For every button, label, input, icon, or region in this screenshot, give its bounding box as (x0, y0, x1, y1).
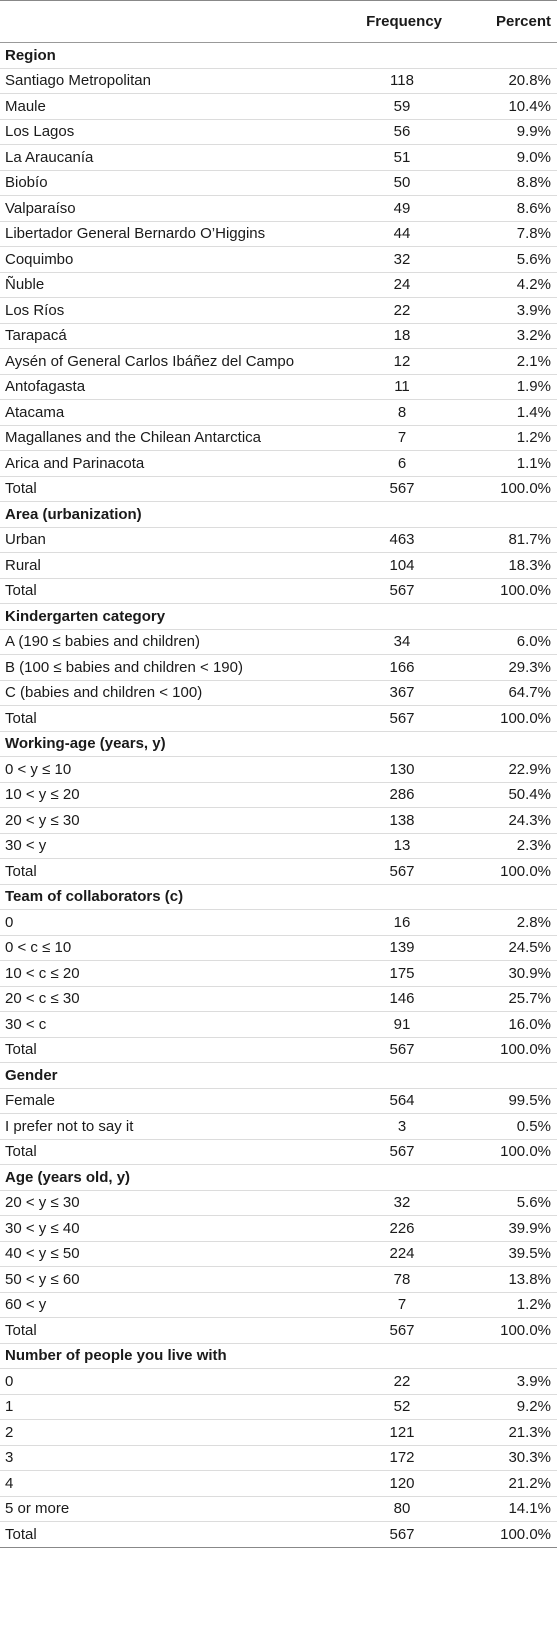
row-label: Biobío (0, 170, 330, 196)
row-frequency: 34 (330, 629, 458, 655)
row-label: Santiago Metropolitan (0, 68, 330, 94)
table-row (0, 1088, 557, 1114)
row-label: 3 (0, 1445, 330, 1471)
row-label: Total (0, 859, 330, 885)
table-row (0, 1420, 557, 1446)
total-row (0, 1318, 557, 1344)
row-frequency: 11 (330, 374, 458, 400)
table-row (0, 196, 557, 222)
row-label: 0 (0, 1369, 330, 1395)
row-percent: 7.8% (458, 221, 557, 247)
row-frequency: 22 (330, 1369, 458, 1395)
table-row (0, 1292, 557, 1318)
row-frequency: 18 (330, 323, 458, 349)
row-percent: 3.9% (458, 298, 557, 324)
row-percent: 50.4% (458, 782, 557, 808)
table-row (0, 680, 557, 706)
row-label: Magallanes and the Chilean Antarctica (0, 425, 330, 451)
section-title: Kindergarten category (0, 604, 557, 630)
row-percent: 8.6% (458, 196, 557, 222)
row-label: 0 (0, 910, 330, 936)
row-frequency: 32 (330, 1190, 458, 1216)
table-row (0, 323, 557, 349)
table-row (0, 68, 557, 94)
row-percent: 3.2% (458, 323, 557, 349)
row-percent: 1.4% (458, 400, 557, 426)
row-label: Total (0, 706, 330, 732)
table-row (0, 425, 557, 451)
row-frequency: 51 (330, 145, 458, 171)
row-label: Total (0, 1139, 330, 1165)
row-percent: 30.9% (458, 961, 557, 987)
row-percent: 100.0% (458, 578, 557, 604)
row-frequency: 138 (330, 808, 458, 834)
table-row (0, 1496, 557, 1522)
section-header-row (0, 884, 557, 910)
row-percent: 25.7% (458, 986, 557, 1012)
row-label: 50 < y ≤ 60 (0, 1267, 330, 1293)
table-row (0, 833, 557, 859)
total-row (0, 706, 557, 732)
row-label: 30 < c (0, 1012, 330, 1038)
table-row (0, 1114, 557, 1140)
row-label: 60 < y (0, 1292, 330, 1318)
row-frequency: 567 (330, 706, 458, 732)
row-percent: 3.9% (458, 1369, 557, 1395)
row-percent: 8.8% (458, 170, 557, 196)
table-row (0, 170, 557, 196)
total-row (0, 476, 557, 502)
table-row (0, 247, 557, 273)
table-row (0, 94, 557, 120)
table-row (0, 1369, 557, 1395)
table-row (0, 1190, 557, 1216)
row-label: 1 (0, 1394, 330, 1420)
row-percent: 5.6% (458, 1190, 557, 1216)
table-row (0, 527, 557, 553)
row-label: Total (0, 1037, 330, 1063)
table-row (0, 961, 557, 987)
row-frequency: 52 (330, 1394, 458, 1420)
row-frequency: 226 (330, 1216, 458, 1242)
row-label: 0 < y ≤ 10 (0, 757, 330, 783)
row-percent: 16.0% (458, 1012, 557, 1038)
row-frequency: 50 (330, 170, 458, 196)
header-percent: Percent (458, 1, 557, 43)
row-frequency: 78 (330, 1267, 458, 1293)
header-row (0, 1, 557, 43)
row-frequency: 49 (330, 196, 458, 222)
row-frequency: 16 (330, 910, 458, 936)
table-row (0, 1267, 557, 1293)
row-percent: 29.3% (458, 655, 557, 681)
row-frequency: 172 (330, 1445, 458, 1471)
table-row (0, 808, 557, 834)
row-frequency: 567 (330, 1037, 458, 1063)
row-frequency: 80 (330, 1496, 458, 1522)
row-frequency: 146 (330, 986, 458, 1012)
header-frequency: Frequency (330, 1, 458, 43)
row-percent: 22.9% (458, 757, 557, 783)
row-frequency: 121 (330, 1420, 458, 1446)
row-percent: 1.1% (458, 451, 557, 477)
section-title: Gender (0, 1063, 557, 1089)
table-row (0, 1394, 557, 1420)
section-header-row (0, 43, 557, 69)
table-row (0, 1012, 557, 1038)
row-percent: 81.7% (458, 527, 557, 553)
row-percent: 9.9% (458, 119, 557, 145)
row-frequency: 13 (330, 833, 458, 859)
row-percent: 5.6% (458, 247, 557, 273)
total-row (0, 1522, 557, 1548)
row-percent: 2.1% (458, 349, 557, 375)
table-header (0, 1, 557, 43)
row-frequency: 567 (330, 1522, 458, 1548)
total-row (0, 1037, 557, 1063)
row-label: 5 or more (0, 1496, 330, 1522)
row-frequency: 567 (330, 578, 458, 604)
row-frequency: 286 (330, 782, 458, 808)
row-percent: 10.4% (458, 94, 557, 120)
row-percent: 21.3% (458, 1420, 557, 1446)
row-percent: 100.0% (458, 476, 557, 502)
row-frequency: 224 (330, 1241, 458, 1267)
row-label: 2 (0, 1420, 330, 1446)
row-frequency: 567 (330, 1139, 458, 1165)
row-label: Ñuble (0, 272, 330, 298)
row-label: Valparaíso (0, 196, 330, 222)
section-header-row (0, 1165, 557, 1191)
table-row (0, 374, 557, 400)
row-label: 20 < c ≤ 30 (0, 986, 330, 1012)
row-frequency: 44 (330, 221, 458, 247)
table-row (0, 298, 557, 324)
row-percent: 1.2% (458, 425, 557, 451)
row-frequency: 32 (330, 247, 458, 273)
row-label: Arica and Parinacota (0, 451, 330, 477)
row-label: Female (0, 1088, 330, 1114)
table-row (0, 119, 557, 145)
table-row (0, 757, 557, 783)
total-row (0, 578, 557, 604)
total-row (0, 859, 557, 885)
row-label: A (190 ≤ babies and children) (0, 629, 330, 655)
row-percent: 1.9% (458, 374, 557, 400)
row-label: Los Lagos (0, 119, 330, 145)
total-row (0, 1139, 557, 1165)
row-frequency: 3 (330, 1114, 458, 1140)
row-percent: 100.0% (458, 859, 557, 885)
table-row (0, 451, 557, 477)
row-label: Total (0, 1522, 330, 1548)
row-percent: 4.2% (458, 272, 557, 298)
row-percent: 2.8% (458, 910, 557, 936)
row-label: 4 (0, 1471, 330, 1497)
row-frequency: 463 (330, 527, 458, 553)
section-title: Age (years old, y) (0, 1165, 557, 1191)
table-row (0, 1216, 557, 1242)
row-percent: 2.3% (458, 833, 557, 859)
row-label: Atacama (0, 400, 330, 426)
row-label: Coquimbo (0, 247, 330, 273)
row-percent: 18.3% (458, 553, 557, 579)
table-row (0, 655, 557, 681)
row-percent: 9.2% (458, 1394, 557, 1420)
row-label: 40 < y ≤ 50 (0, 1241, 330, 1267)
row-frequency: 104 (330, 553, 458, 579)
row-frequency: 22 (330, 298, 458, 324)
row-percent: 64.7% (458, 680, 557, 706)
table-row (0, 400, 557, 426)
section-title: Region (0, 43, 557, 69)
row-percent: 21.2% (458, 1471, 557, 1497)
row-percent: 39.5% (458, 1241, 557, 1267)
row-frequency: 567 (330, 1318, 458, 1344)
row-label: Rural (0, 553, 330, 579)
table-row (0, 221, 557, 247)
section-title: Team of collaborators (c) (0, 884, 557, 910)
table-row (0, 145, 557, 171)
section-title: Number of people you live with (0, 1343, 557, 1369)
row-percent: 24.3% (458, 808, 557, 834)
table-row (0, 349, 557, 375)
row-percent: 9.0% (458, 145, 557, 171)
row-frequency: 175 (330, 961, 458, 987)
table-row (0, 629, 557, 655)
header-label (0, 1, 330, 43)
row-frequency: 120 (330, 1471, 458, 1497)
row-label: B (100 ≤ babies and children < 190) (0, 655, 330, 681)
table-row (0, 553, 557, 579)
table-row (0, 986, 557, 1012)
row-percent: 99.5% (458, 1088, 557, 1114)
table-row (0, 910, 557, 936)
row-frequency: 24 (330, 272, 458, 298)
section-header-row (0, 604, 557, 630)
row-percent: 6.0% (458, 629, 557, 655)
row-percent: 100.0% (458, 1318, 557, 1344)
row-frequency: 59 (330, 94, 458, 120)
section-header-row (0, 1343, 557, 1369)
row-label: Total (0, 1318, 330, 1344)
row-label: Aysén of General Carlos Ibáñez del Campo (0, 349, 330, 375)
row-label: 0 < c ≤ 10 (0, 935, 330, 961)
section-title: Area (urbanization) (0, 502, 557, 528)
row-label: 10 < c ≤ 20 (0, 961, 330, 987)
row-label: Tarapacá (0, 323, 330, 349)
row-percent: 1.2% (458, 1292, 557, 1318)
row-label: 10 < y ≤ 20 (0, 782, 330, 808)
row-frequency: 367 (330, 680, 458, 706)
table-row (0, 1471, 557, 1497)
row-percent: 24.5% (458, 935, 557, 961)
row-label: Libertador General Bernardo O’Higgins (0, 221, 330, 247)
row-label: Antofagasta (0, 374, 330, 400)
row-frequency: 7 (330, 1292, 458, 1318)
row-percent: 0.5% (458, 1114, 557, 1140)
row-frequency: 567 (330, 476, 458, 502)
row-label: 30 < y (0, 833, 330, 859)
row-frequency: 130 (330, 757, 458, 783)
row-frequency: 56 (330, 119, 458, 145)
table-body (0, 43, 557, 1548)
row-frequency: 166 (330, 655, 458, 681)
row-frequency: 6 (330, 451, 458, 477)
row-percent: 100.0% (458, 706, 557, 732)
row-frequency: 8 (330, 400, 458, 426)
table-row (0, 935, 557, 961)
row-percent: 100.0% (458, 1522, 557, 1548)
row-frequency: 12 (330, 349, 458, 375)
row-percent: 30.3% (458, 1445, 557, 1471)
row-frequency: 567 (330, 859, 458, 885)
row-percent: 20.8% (458, 68, 557, 94)
section-header-row (0, 502, 557, 528)
row-label: Maule (0, 94, 330, 120)
table-row (0, 1445, 557, 1471)
row-label: Total (0, 578, 330, 604)
section-header-row (0, 1063, 557, 1089)
row-percent: 100.0% (458, 1037, 557, 1063)
row-label: La Araucanía (0, 145, 330, 171)
row-label: Total (0, 476, 330, 502)
row-frequency: 564 (330, 1088, 458, 1114)
row-label: Urban (0, 527, 330, 553)
row-frequency: 139 (330, 935, 458, 961)
row-label: 20 < y ≤ 30 (0, 1190, 330, 1216)
row-percent: 100.0% (458, 1139, 557, 1165)
row-percent: 39.9% (458, 1216, 557, 1242)
section-title: Working-age (years, y) (0, 731, 557, 757)
row-frequency: 118 (330, 68, 458, 94)
row-percent: 13.8% (458, 1267, 557, 1293)
row-frequency: 91 (330, 1012, 458, 1038)
row-label: 20 < y ≤ 30 (0, 808, 330, 834)
row-label: I prefer not to say it (0, 1114, 330, 1140)
row-label: Los Ríos (0, 298, 330, 324)
row-frequency: 7 (330, 425, 458, 451)
section-header-row (0, 731, 557, 757)
table-row (0, 782, 557, 808)
table-row (0, 272, 557, 298)
table-row (0, 1241, 557, 1267)
row-label: C (babies and children < 100) (0, 680, 330, 706)
row-label: 30 < y ≤ 40 (0, 1216, 330, 1242)
row-percent: 14.1% (458, 1496, 557, 1522)
